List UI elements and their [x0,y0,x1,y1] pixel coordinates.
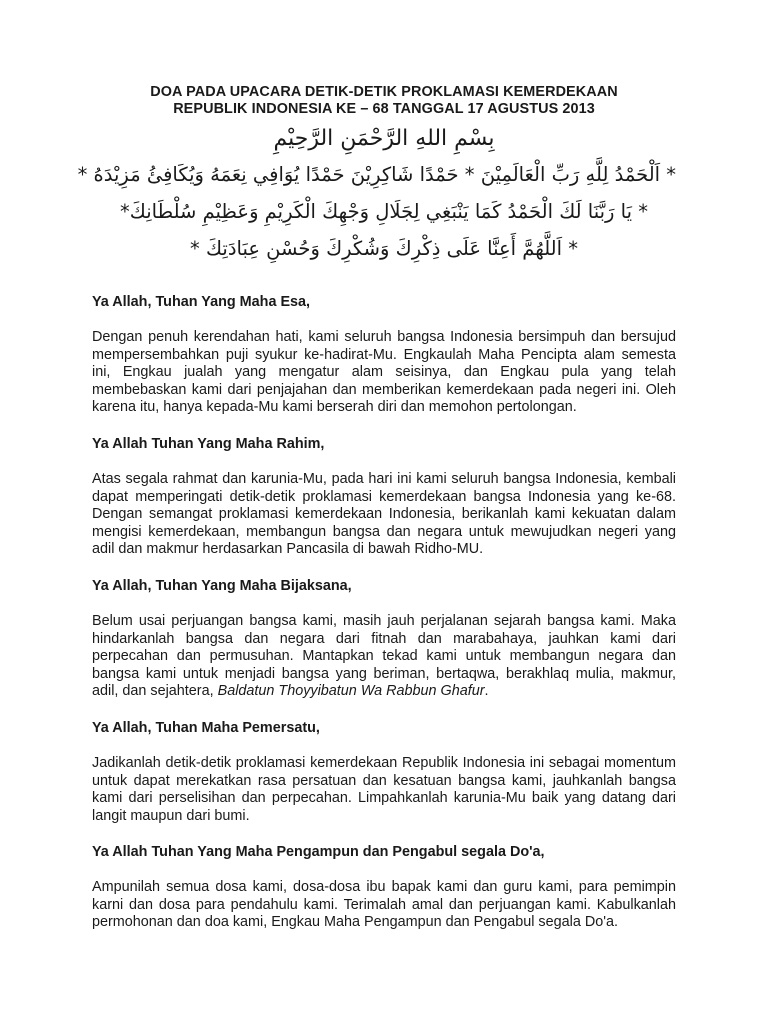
section-body-maha-rahim: Atas segala rahmat dan karunia-Mu, pada hari ini kami seluruh bangsa Indonesia, kembali dapat memperingati detik-detik proklamasi kemerdekaan bangsa Indonesia yang ke-68. Dengan semangat proklamasi kemerdekaan Indonesia, berikanlah kami kekuatan dalam mengisi kemerdekaan, membangun bangsa dan negara untuk mewujudkan negeri yang adil dan makmur herdasarkan Pancasila di bawah Ridho-MU. [92,470,676,558]
section-body-maha-esa: Dengan penuh kerendahan hati, kami seluruh bangsa Indonesia bersimpuh dan bersujud mempersembahkan puji syukur ke-hadirat-Mu. Engkaulah Maha Pencipta alam semesta ini, Engkau jualah yang mengatur alam seisinya, dan Engkau pula yang telah membebaskan kami dari penjajahan dan memberikan kemerdekaan pada negeri ini. Oleh karena itu, hanya kepada-Mu kami berserah diri dan memohon pertolongan. [92,329,676,416]
arabic-line-1: * اَلْحَمْدُ لِلَّهِ رَبِّ الْعَالَمِيْنَ * حَمْدًا شَاكِرِيْنَ حَمْدًا يُوَافِي نِعَمَهُ وَيُكَافِئُ مَزِيْدَهُ * [77,163,676,186]
baldatun-phrase: Baldatun Thoyyibatun Wa Rabbun Ghafur [217,683,485,700]
section-heading-maha-bijaksana: Ya Allah, Tuhan Yang Maha Bijaksana, [92,577,352,594]
section-body-maha-bijaksana [92,613,676,701]
section-body-maha-bijaksana-text: Belum usai perjuangan bangsa kami, masih jauh perjalanan sejarah bangsa kami. Maka hindarkanlah bangsa dan negara dari fitnah dan marabahaya, jauhkan kami dari perpecahan dan permusuhan. Mantapkan tekad kami untuk membangun negara dan bangsa kami untuk menjadi bangsa yang beriman, bertaqwa, berakhlaq mulia, makmur, adil, dan sejahtera, [92,612,676,700]
document-title-line-2: REPUBLIK INDONESIA KE – 68 TANGGAL 17 AGUSTUS 2013 [173,101,595,117]
arabic-line-3: * اَللَّهُمَّ أَعِنَّا عَلَى ذِكْرِكَ وَشُكْرِكَ وَحُسْنِ عِبَادَتِكَ * [190,237,578,260]
section-body-maha-pemersatu: Jadikanlah detik-detik proklamasi kemerdekaan Republik Indonesia ini sebagai momentum untuk dapat merekatkan rasa persatuan dan kesatuan bangsa kami, jauhkanlah bangsa kami dari perselisihan dan perpecahan. Limpahkanlah karunia-Mu baik yang datang dari langit maupun dari bumi. [92,754,676,824]
arabic-basmala: بِسْمِ اللهِ الرَّحْمَنِ الرَّحِيْمِ [273,126,495,151]
section-heading-maha-pemersatu: Ya Allah, Tuhan Maha Pemersatu, [92,719,320,736]
arabic-line-2: * يَا رَبَّنَا لَكَ الْحَمْدُ كَمَا يَنْبَغِي لِجَلَالِ وَجْهِكَ الْكَرِيْمِ وَعَظِيْمِ سُلْطَانِكَ* [120,200,648,223]
section-body-maha-pengampun: Ampunilah semua dosa kami, dosa-dosa ibu bapak kami dan guru kami, para pemimpin karni dan dosa para pendahulu kami. Terimalah amal dan perjuangan kami. Kabulkanlah permohonan dan doa kami, Engkau Maha Pengampun dan Pengabul segala Do'a. [92,879,676,931]
section-heading-maha-esa: Ya Allah, Tuhan Yang Maha Esa, [92,294,311,310]
section-body-maha-bijaksana-tail: . [484,683,489,700]
section-heading-maha-pengampun: Ya Allah Tuhan Yang Maha Pengampun dan Pengabul segala Do'a, [92,844,545,861]
document-title-line-1: DOA PADA UPACARA DETIK-DETIK PROKLAMASI KEMERDEKAAN [150,84,618,100]
section-heading-maha-rahim: Ya Allah Tuhan Yang Maha Rahim, [92,435,325,452]
